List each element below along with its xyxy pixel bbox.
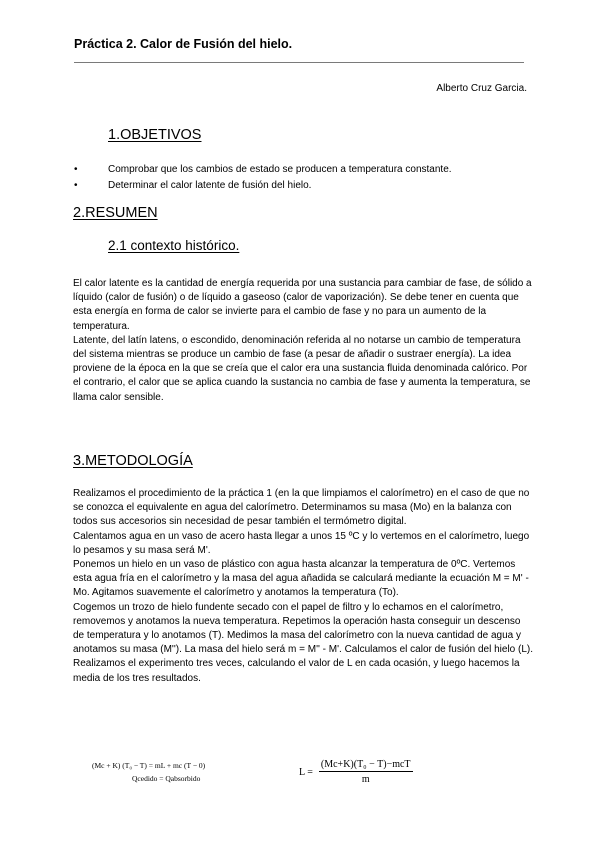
paragraph: Realizamos el experimento tres veces, calculando el valor de L en cada ocasión, y luego hacemos la media de los tres resultados.	[73, 658, 520, 684]
latent-heat-formula	[299, 759, 413, 785]
objetivos-list	[74, 162, 534, 194]
paragraph: Ponemos un hielo en un vaso de plástico con agua hasta alcanzar la temperatura de 0ºC. Vertemos esta agua fría en el calorímetro y la masa del agua añadida se calculará mediante la ecuación M = M' - Mo. Agitamos suavemente el calorímetro y anotamos la temperatura (To).	[73, 559, 529, 599]
heading-resumen: 2.RESUMEN	[73, 205, 158, 221]
objetivo-text: Determinar el calor latente de fusión del hielo.	[108, 180, 312, 191]
heat-balance-formula	[92, 761, 205, 783]
formula-fraction	[319, 759, 413, 785]
objetivo-text: Comprobar que los cambios de estado se producen a temperatura constante.	[108, 164, 452, 175]
paragraph: Calentamos agua en un vaso de acero hasta llegar a unos 15 ºC y lo vertemos en el calorímetro, luego lo pesamos y su masa será M'.	[73, 530, 530, 556]
list-item	[74, 162, 534, 178]
bullet-icon: •	[74, 164, 78, 175]
formula-denominator: m	[361, 774, 370, 785]
document-title: Práctica 2. Calor de Fusión del hielo.	[74, 37, 293, 51]
subheading-contexto: 2.1 contexto histórico.	[108, 238, 240, 253]
formula-line: (Mc + K) (T₀ − T) = mL + mc (T − 0)	[92, 761, 206, 770]
formula-numerator: (Mc+K)(T₀ − T)−mcT	[320, 759, 411, 770]
resumen-body	[73, 277, 533, 405]
list-item	[74, 178, 534, 194]
bullet-icon: •	[74, 180, 78, 191]
paragraph: El calor latente es la cantidad de energía requerida por una sustancia para cambiar de fase, de sólido a líquido (calor de fusión) o de líquido a gaseoso (calor de vaporización). Se debe tener en cuenta que esta energía en forma de calor se invierte para el cambio de fase y no para un aumento de la temperatura.	[73, 278, 532, 332]
metodologia-body	[73, 487, 533, 686]
paragraph: Latente, del latín latens, o escondido, denominación referida al no notarse un cambio de temperatura del sistema mientras se produce un cambio de fase (a pesar de añadir o sustraer energía). La idea proviene de la época en la que se creía que el calor era una sustancia fluida denominada calórico. Por el contrario, el calor que se aplica cuando la sustancia no cambia de fase y aumenta la temperatura, se llama calor sensible.	[73, 334, 531, 403]
heading-metodologia: 3.METODOLOGÍA	[73, 453, 193, 469]
paragraph: Cogemos un trozo de hielo fundente secado con el papel de filtro y lo echamos en el calorímetro, removemos y anotamos la nueva temperatura. Repetimos la operación hasta conseguir un descenso de temperatura y lo anotamos (T). Medimos la masa del calorímetro con la nueva cantidad de agua y anotamos su masa (M''). La masa del hielo será m = M'' - M'. Calculamos el calor de fusión del hielo (L).	[73, 601, 534, 656]
paragraph: Realizamos el procedimiento de la práctica 1 (en la que limpiamos el calorímetro) en el caso de que no se conozca el equivalente en agua del calorímetro. Determinamos su masa (Mo) en la balanza con todos sus accesorios sin necesidad de pesar también el termómetro digital.	[73, 488, 530, 528]
header-divider	[74, 62, 524, 63]
author-name: Alberto Cruz Garcia.	[436, 83, 527, 94]
heading-objetivos: 1.OBJETIVOS	[108, 127, 202, 143]
formula-line: Qcedido = Qabsorbido	[132, 774, 201, 783]
formula-lhs: L =	[299, 766, 313, 778]
